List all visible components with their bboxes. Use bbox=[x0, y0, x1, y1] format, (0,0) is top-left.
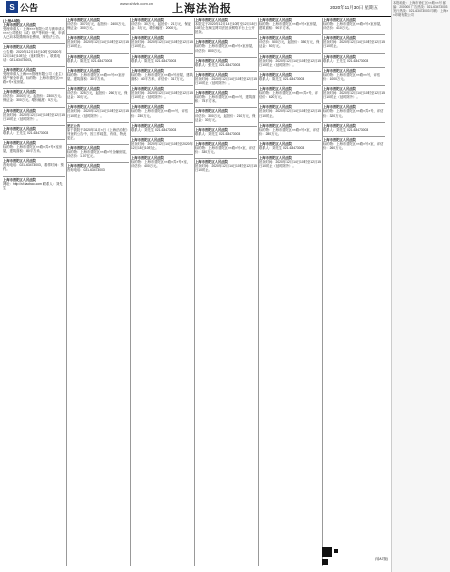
divider bbox=[67, 53, 129, 54]
notice bbox=[131, 138, 193, 150]
notice-text: 评估价：500万元，起拍价：350万元，保证金：50万元。 bbox=[259, 40, 320, 49]
notice bbox=[195, 160, 257, 172]
notice-heading: 上海市普陀区人民法院 bbox=[195, 160, 228, 165]
divider bbox=[3, 125, 65, 126]
notice-text: 联系人：刘先生 021-63473003 bbox=[195, 131, 241, 136]
notice-text: 联系人：刘先生 021-63473003 bbox=[131, 127, 177, 132]
notice-heading: 上海市普陀区人民法院 bbox=[3, 108, 36, 113]
notice-heading: 上海市普陀区人民法院 bbox=[259, 54, 292, 59]
notice bbox=[3, 45, 65, 61]
notice bbox=[3, 109, 65, 121]
divider bbox=[3, 107, 65, 108]
notice-text: 拍卖时间：2020年12月14日10时至12月15日10时止（延时除外）。 bbox=[195, 76, 257, 86]
divider bbox=[131, 122, 193, 123]
issue-date: 2020年11月30日 星期五 bbox=[330, 5, 378, 10]
sidebar-strip bbox=[391, 0, 450, 572]
notice-text: 拍卖时间：2020年12月14日10时至12月15日10时止。 bbox=[131, 40, 193, 49]
divider bbox=[3, 66, 65, 67]
notice-text: 标的物：上海市普陀区××路×弄×号×室房屋，建筑面积：80平方米。 bbox=[3, 145, 63, 154]
notice bbox=[131, 55, 193, 63]
notice bbox=[195, 40, 257, 52]
notice-heading: 上海市普陀区人民法院 bbox=[67, 87, 100, 92]
notice-text: 拍卖时间：2020年12月14日10时至12月15日10时止（延时除外）。 bbox=[3, 112, 65, 121]
notice-heading: 上海市普陀区人民法院 bbox=[67, 68, 100, 73]
notice bbox=[259, 142, 321, 150]
notice bbox=[3, 90, 65, 102]
notice-text: 原于我院于2020年11月×日《上海法治报》刊登的公告中，因工作疏忽，有误，特此更正。 bbox=[67, 127, 128, 140]
continuation-footer: (转A7版) bbox=[375, 557, 389, 561]
divider bbox=[131, 85, 193, 86]
notice-text: 标的物：上海市普陀区××路××号，评估价：230万元。 bbox=[131, 109, 189, 118]
notice-text: 联系人：张先生 021-63473003 bbox=[195, 62, 241, 67]
notice bbox=[323, 138, 385, 150]
divider bbox=[259, 71, 321, 72]
notice bbox=[3, 68, 65, 84]
notice-heading: 上海市普陀区人民法院 bbox=[131, 105, 164, 110]
notice-text: 标的物：上海市普陀区××路×弄×号×室，评估价：400万元。 bbox=[131, 160, 191, 169]
divider bbox=[67, 144, 129, 145]
notice bbox=[195, 73, 257, 85]
notice-heading: 上海市普陀区人民法院 bbox=[195, 91, 228, 96]
notice-heading: 上海市普陀区人民法院 bbox=[259, 123, 292, 128]
notice bbox=[67, 18, 129, 30]
notice bbox=[323, 105, 385, 117]
notice-heading: 上海市普陀区人民法院 bbox=[131, 156, 164, 161]
notice-heading: 上海市普陀区人民法院 bbox=[323, 105, 356, 110]
divider bbox=[323, 136, 385, 137]
divider bbox=[67, 122, 129, 123]
divider bbox=[67, 85, 129, 86]
divider bbox=[67, 67, 129, 68]
notice-columns bbox=[3, 18, 389, 566]
notice-text: 拍卖时间：2020年12月14日10时至12月15日10时止（延时除外）。 bbox=[67, 109, 129, 118]
notice-heading: 上海市普陀区人民法院 bbox=[67, 145, 100, 150]
notice-text: 标的物：上海市普陀区××路××号，评估价：1000万元。 bbox=[323, 72, 381, 81]
notice-text: 公告期：2020年12月15日10时至2020年12月16日10时止（延时除外）。联系电话：021-63473003。 bbox=[3, 49, 62, 62]
notice-text: 联系人：刘先生 021-63473003 bbox=[323, 127, 369, 132]
notice bbox=[131, 124, 193, 132]
notice bbox=[67, 69, 129, 81]
notice bbox=[131, 105, 193, 117]
notice bbox=[3, 23, 65, 39]
notice-column bbox=[3, 18, 65, 566]
notice bbox=[323, 124, 385, 132]
divider bbox=[131, 67, 193, 68]
notice bbox=[323, 18, 385, 30]
notice-heading: 上海市普陀区人民法院 bbox=[323, 36, 356, 41]
notice-text: 标的物：上海市普陀区××路×号×室，评估价：330万元。 bbox=[195, 145, 256, 155]
divider bbox=[323, 122, 385, 123]
notice-text: 标的物：上海市普陀区××路×号×室房屋，建筑面积：90平方米。 bbox=[259, 22, 320, 31]
notice-heading: 上海市普陀区人民法院 bbox=[67, 164, 100, 169]
notice-text: 拍卖时间：2020年12月14日10时至12月15日10时止。 bbox=[195, 164, 257, 173]
notice-text: 咨询电话：021-63473003，看样时间：预约。 bbox=[3, 163, 64, 172]
notice-text: 拍卖时间：2020年12月14日10时至12月15日10时止（延时除外）。 bbox=[259, 58, 321, 67]
notice bbox=[67, 105, 129, 117]
notice bbox=[323, 87, 385, 99]
notice bbox=[67, 164, 129, 172]
divider bbox=[195, 71, 257, 72]
notice-column bbox=[323, 18, 385, 566]
notice-heading: 上海市普陀区人民法院 bbox=[131, 123, 164, 128]
notice-text: 拍卖时间：2020年12月14日10时至12月15日10时止。 bbox=[259, 109, 321, 118]
notice-heading: 上海市普陀区人民法院 bbox=[131, 54, 164, 59]
notice bbox=[67, 36, 129, 48]
notice bbox=[323, 36, 385, 48]
notice-heading: 上海市普陀区人民法院 bbox=[3, 45, 36, 50]
notice-text: 联系人：陈先生 021-63473003 bbox=[67, 58, 113, 63]
notice bbox=[259, 55, 321, 67]
notice-heading: 上海市普陀区人民法院 bbox=[195, 141, 228, 146]
notice-heading: 上海市普陀区人民法院 bbox=[3, 126, 36, 131]
continuation-label: (上接A5版) bbox=[3, 19, 21, 23]
divider bbox=[259, 53, 321, 54]
notice-text: 评估价：325万元，起拍价：260万元，保证金：30万元。 bbox=[67, 91, 128, 100]
notice bbox=[259, 156, 321, 168]
notice-text: 评估价：3000万元。起拍价：2300万元。保证金：300万元。增价幅度：5万元。 bbox=[3, 94, 64, 103]
notice bbox=[323, 55, 385, 63]
notice-text: 受理申请人上海×××管理有限公司（业主）财产保全申请，标的物：上海市普陀区××路×号×室房屋。 bbox=[3, 71, 65, 85]
notice-text: 联系人：陈先生 021-63473003 bbox=[131, 58, 177, 63]
notice bbox=[131, 18, 193, 30]
notice bbox=[67, 124, 129, 140]
notice-heading: 更正公告 bbox=[67, 123, 81, 128]
site-url: www.shfzb.com.cn bbox=[120, 1, 154, 6]
section-logo-icon: S bbox=[6, 1, 18, 13]
notice bbox=[195, 91, 257, 103]
notice bbox=[3, 141, 65, 153]
notice bbox=[195, 109, 257, 121]
notice-text: 标的物：上海市普陀区××路×号房屋，建筑面积：40平方米，评估价：317万元。 bbox=[131, 72, 193, 81]
notice bbox=[131, 87, 193, 99]
divider bbox=[259, 122, 321, 123]
notice-heading: 上海市普陀区人民法院 bbox=[3, 23, 36, 28]
notice-text: 标的物：上海市普陀区××路××号，建筑面积：75平方米。 bbox=[195, 95, 256, 104]
notice bbox=[131, 156, 193, 168]
notice-column bbox=[259, 18, 321, 566]
notice bbox=[67, 87, 129, 99]
notice-heading: 上海市普陀区人民法院 bbox=[259, 105, 292, 110]
notice bbox=[3, 159, 65, 171]
notice bbox=[259, 124, 321, 136]
notice-heading: 上海市普陀区人民法院 bbox=[195, 109, 228, 114]
notice bbox=[195, 59, 257, 67]
notice bbox=[3, 127, 65, 135]
notice bbox=[195, 142, 257, 154]
divider bbox=[131, 53, 193, 54]
divider bbox=[195, 158, 257, 159]
notice-text: 标的物：上海市普陀区××路××弄×号，评估价：620万元。 bbox=[259, 91, 319, 100]
notice bbox=[3, 178, 65, 190]
divider bbox=[195, 126, 257, 127]
notice-heading: 上海市普陀区人民法院 bbox=[323, 87, 356, 92]
notice-heading: 上海市普陀区人民法院 bbox=[323, 54, 356, 59]
notice-heading: 上海市普陀区人民法院 bbox=[131, 36, 164, 41]
notice-text: 标的物：上海市普陀区××路×号×室，评估价：260万元。 bbox=[323, 141, 384, 150]
notice-heading: 上海市普陀区人民法院 bbox=[323, 137, 356, 142]
notice bbox=[259, 36, 321, 48]
notice bbox=[259, 18, 321, 30]
notice-heading: 上海市普陀区人民法院 bbox=[131, 18, 164, 22]
notice-text: 拍卖时间：2020年12月14日10时至12月15日10时止。 bbox=[67, 40, 129, 49]
notice bbox=[67, 55, 129, 63]
notice-text: 标的物：上海市普陀区××路××号××室房屋。建筑面积：30平方米。 bbox=[67, 72, 125, 81]
notice-text: 受理申请人：上海×××有限公司与被申请人×××公司股权（或）财产等纠纷一案，申请人已向本院缴纳诉讼费用，现依法公告。 bbox=[3, 27, 65, 40]
notice-heading: 上海市普陀区人民法院 bbox=[3, 140, 36, 145]
notice-heading: 上海市普陀区人民法院 bbox=[259, 18, 292, 22]
divider bbox=[3, 139, 65, 140]
notice-text: 评估价：30万元，起拍价：21万元，保证金：3万元，增价幅度：2000元。 bbox=[131, 22, 192, 31]
notice-text: 标的物：上海市普陀区××路×号×室房屋，评估价：410万元。 bbox=[323, 22, 384, 31]
divider bbox=[259, 154, 321, 155]
notice bbox=[259, 73, 321, 81]
notice-heading: 上海市普陀区人民法院 bbox=[323, 18, 356, 22]
notice-column bbox=[67, 18, 129, 566]
notice-heading: 上海市普陀区人民法院 bbox=[131, 137, 164, 142]
notice-heading: 上海市普陀区人民法院 bbox=[67, 18, 100, 22]
notice-heading: 上海市普陀区人民法院 bbox=[195, 127, 228, 132]
notice-text: 评估价：3070万元，起拍价：2400万元，保证金：300万元。 bbox=[67, 22, 128, 31]
notice-text: 标的物：上海市普陀区××路×号×室房屋，评估价：800万元。 bbox=[195, 44, 256, 53]
notice bbox=[259, 87, 321, 99]
notice bbox=[131, 36, 193, 48]
notice-heading: 上海市普陀区人民法院 bbox=[259, 72, 292, 77]
notice-heading: 上海市普陀区人民法院 bbox=[3, 67, 36, 72]
divider bbox=[3, 176, 65, 177]
notice-heading: 上海市普陀区人民法院 bbox=[259, 87, 292, 92]
divider bbox=[259, 140, 321, 141]
notice-heading: 上海市普陀区人民法院 bbox=[3, 177, 36, 182]
notice-text: 拍卖时间：2020年12月14日10时至12月15日10时止。 bbox=[323, 40, 385, 49]
masthead: 上海法治报 bbox=[172, 2, 232, 15]
notice-heading: 上海市普陀区人民法院 bbox=[131, 68, 164, 73]
notice-column bbox=[131, 18, 193, 566]
notice-heading: 上海市普陀区人民法院 bbox=[259, 141, 292, 146]
notice-text: 联系人：刘先生 021-63473003 bbox=[259, 145, 305, 150]
notice-text: 标的物：上海市普陀区××路×号全幢房屋，评估价：1.07亿元。 bbox=[67, 150, 129, 159]
notice bbox=[67, 146, 129, 158]
notice-text: 咨询电话：021-63473003 bbox=[67, 168, 105, 173]
sidebar-text: 本报地址：上海市徐汇区××路××号 邮编：200000 广告热线：021-63473003 发行热线：021-63473003 印刷：上海××印刷有限公司 bbox=[393, 1, 449, 17]
page-header bbox=[0, 0, 450, 17]
notice-text: 拍卖时间：2020年12月14日10时至12月15日10时止（延时除外）。 bbox=[323, 91, 385, 100]
notice-heading: 上海市普陀区人民法院 bbox=[3, 159, 36, 164]
divider bbox=[195, 140, 257, 141]
notice-text: 标的物：上海市普陀区××路×号×室，评估价：280万元。 bbox=[259, 127, 320, 136]
notice-text: 评估价：300万元，起拍价：210万元，保证金：30万元。 bbox=[195, 113, 256, 122]
notice-text: 联系人：王先生 021-63473003 bbox=[3, 130, 49, 135]
divider bbox=[323, 53, 385, 54]
divider bbox=[323, 67, 385, 68]
notice-heading: 上海市普陀区人民法院 bbox=[67, 105, 100, 110]
notice-text: 标的物：上海市普陀区××路×弄×号，评估价：320万元。 bbox=[323, 109, 384, 118]
notice-heading: 上海市普陀区人民法院 bbox=[195, 40, 228, 45]
notice-heading: 上海市普陀区人民法院 bbox=[323, 123, 356, 128]
notice-heading: 上海市普陀区人民法院 bbox=[67, 54, 100, 59]
notice-heading: 上海市普陀区人民法院 bbox=[259, 156, 292, 161]
section-label bbox=[6, 1, 50, 13]
divider bbox=[195, 89, 257, 90]
notice-text: 拍卖时间：2020年12月14日10时至2020年12月15日10时止。 bbox=[131, 141, 193, 150]
notice-heading: 上海市普陀区人民法院 bbox=[195, 72, 228, 77]
notice-heading: 上海市普陀区人民法院 bbox=[3, 90, 36, 95]
notice-text: 联系人：陈先生 021-63473003 bbox=[259, 76, 305, 81]
notice-text: 拍卖时间：2020年12月14日10时至12月15日10时止（延时除外）。 bbox=[259, 160, 321, 169]
notice-column bbox=[195, 18, 257, 566]
notice-heading: 上海市普陀区人民法院 bbox=[195, 18, 228, 22]
divider bbox=[131, 136, 193, 137]
notice-heading: 上海市普陀区人民法院 bbox=[67, 36, 100, 41]
divider bbox=[259, 85, 321, 86]
notice-text: 本院定于2020年12月14日10时至12月15日10时止在淘宝网司法拍卖网络平台上公开拍卖。 bbox=[195, 22, 257, 35]
divider bbox=[195, 57, 257, 58]
notice bbox=[195, 18, 257, 34]
notice-heading: 上海市普陀区人民法院 bbox=[323, 68, 356, 73]
notice bbox=[131, 69, 193, 81]
notice-text: 联系人：王先生 021-63473003 bbox=[323, 58, 369, 63]
notice-heading: 上海市普陀区人民法院 bbox=[259, 36, 292, 41]
notice-heading: 上海市普陀区人民法院 bbox=[195, 58, 228, 63]
divider bbox=[131, 154, 193, 155]
section-title: 公告 bbox=[20, 2, 39, 13]
notice bbox=[323, 69, 385, 81]
notice bbox=[195, 128, 257, 136]
divider bbox=[323, 85, 385, 86]
notice-heading: 上海市普陀区人民法院 bbox=[131, 87, 164, 92]
notice-text: 拍卖时间：2020年12月14日10时至12月15日10时止（延时除外）。 bbox=[131, 91, 193, 100]
notice bbox=[259, 105, 321, 117]
notice-text: 网址：http://sf.taobao.com 联系人：刘先生 bbox=[3, 181, 63, 190]
